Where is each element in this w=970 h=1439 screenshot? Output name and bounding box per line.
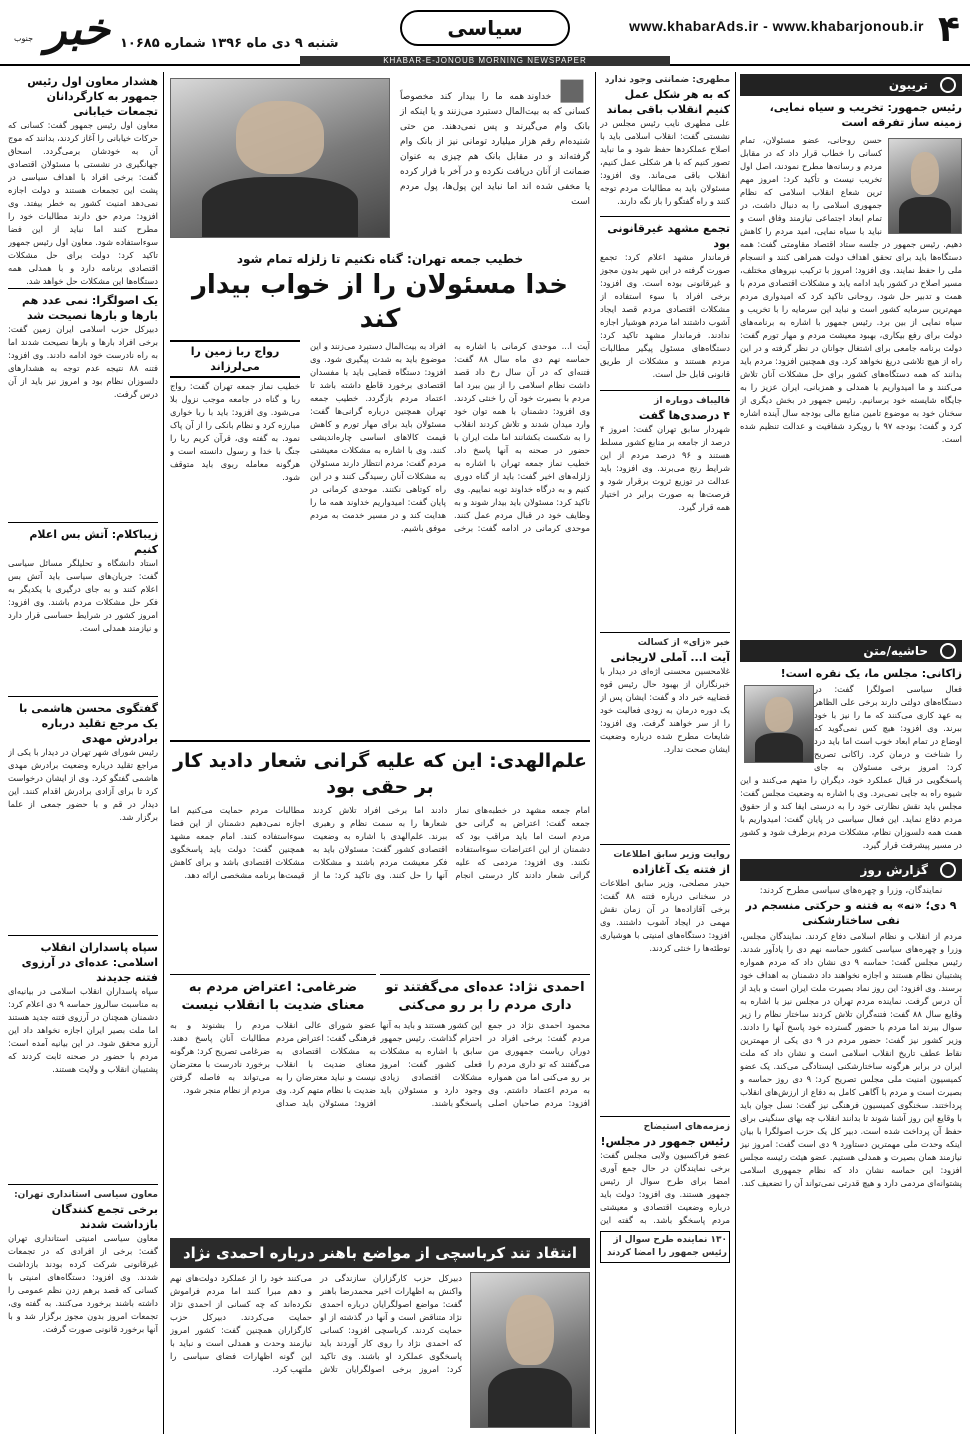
- l-item6-kicker: معاون سیاسی استانداری تهران:: [14, 1190, 158, 1200]
- friday-prayer-story: [170, 74, 590, 734]
- report-body: مردم از انقلاب و نظام اسلامی دفاع کردند. نمایندگان مجلس، وزرا و چهره‌های سیاسی کشور حماسه نهم دی را یادآور شدند. رئیس مجلس گفت: حماسه ۹ دی نشان داد که مردم همواره پشتیبان نظام هستند و اجازه نخواهند داد دشمنان به اهداف خود برسند. وی افزود: این روز نماد بصیرت ملت ایران است و باید از آن درس گرفت. نماینده مردم تهران در مجلس نیز با اشاره به وقایع سال ۸۸ گفت: فتنه‌گران تلاش کردند ساختار نظام را زیر سوال ببرند اما مردم با حضور گسترده خود پاسخ آنها را دادند. وزیر کشور نیز گفت: حضور مردم در ۹ دی یکی از مهمترین نقاط عطف تاریخ انقلاب اسلامی است و نشان داد که ملت ایران در برابر هرگونه ساختارشکنی ایستادگی می‌کند. یک عضو کمیسیون امنیت ملی مجلس تصریح کرد: ۹ دی روز حماسه و بصیرت است و مردم با آگاهی کامل به دفاع از ارزش‌های انقلاب پرداختند. سخنگوی کمیسیون فرهنگی نیز گفت: نسل جوان باید با وقایع این روز آشنا شوند تا بدانند انقلاب چه بهای سنگینی برای حفظ آن پرداخت شده است. دبیر کل یک حزب اصولگرا با بیان اینکه وحدت ملی مهمترین دستاورد ۹ دی است گفت: امروز نیز نیازمند همان بصیرت و همدلی هستیم. عضو هیئت رئیسه مجلس افزود: این حماسه نشان داد که نظام جمهوری اسلامی پشتوانه‌ای مردمی دارد و هیچ قدرتی نمی‌تواند آن را تضعیف کند.: [740, 931, 962, 1188]
- l-item5-headline: سپاه پاسداران انقلاب اسلامی: عده‌ای در آرزوی فتنه جدیدند: [21, 941, 158, 984]
- friday-kicker: خطیب جمعه تهران: گناه نکنیم تا زلزله تمام شود: [236, 252, 524, 266]
- l-item1-headline: هشدار معاون اول رئیس جمهور به کارگردانان تجمعات خیابانی: [27, 75, 158, 118]
- l-item6-body: معاون سیاسی امنیتی استانداری تهران گفت: برخی از افرادی که در تجمعات غیرقانونی شرکت کرده بودند بازداشت شدند. وی افزود: دستگاه‌های امنیتی با کسانی که قصد برهم زدن نظم عمومی را داشته باشند برخورد می‌کنند. به گفته وی، تجمعات امروز بدون مجوز برگزار شد و با آنها برخورد قانونی صورت گرفت.: [8, 1233, 158, 1334]
- c2-item4-kicker: خبر «زای» از کسالت: [637, 638, 730, 648]
- ahmadinejad-body: محمود احمدی نژاد در جمع مردم گفت: برخی افراد در دوران ریاست جمهوری من می‌گفتند که تو داری مردم را بر رو می‌کنی اما من همواره به مردم اعتماد داشتم. وی افزود: مردم صاحبان اصلی این کشور هستند و باید به آنها احترام گذاشت. رئیس جمهور سابق با اشاره به مشکلات فعلی کشور گفت: امروز مشکلات اقتصادی زیادی وجود دارد و مسئولان باید پاسخگو باشند.: [380, 1020, 590, 1108]
- c2-item6-body: عضو فراکسیون ولایی مجلس گفت: برخی نمایندگان در حال جمع آوری امضا برای طرح سوال از رئیس جمهور هستند. وی افزود: دولت باید درباره وضعیت اقتصادی و معیشتی مردم پاسخگو باشد. به گفته این: [600, 1150, 730, 1225]
- margin-body: فعال سیاسی اصولگرا گفت: در دستگاه‌های دولتی دارند برخی علی الظاهر به عهد کاری می‌کنند که ما را نیز با خود ببرند. وی افزود: هیچ کس نمی‌گوید که اوضاع در تمام ابعاد خوب است اما باید درد را شناخت و درمان کرد. زاکانی تصریح کرد: امروز برخی مسئولان به جای پاسخگویی در قبال عملکرد خود، دیگران را متهم می‌کنند و این شیوه راه به جایی نمی‌برد. وی با اشاره به وضعیت مجلس گفت: مجلس باید نقش نظارتی خود را به درستی ایفا کند و از حقوق مردم دفاع نماید. این فعال سیاسی در پایان گفت: امیدواریم با همت همه دلسوزان نظام، مشکلات مردم برطرف شود و کشور در مسیر پیشرفت قرار گیرد.: [740, 684, 962, 850]
- report-kicker: نمایندگان، وزرا و چهره‌های سیاسی مطرح کردند:: [759, 886, 943, 896]
- c2-item4-headline: آیت ا... آملی لاریجانی: [610, 651, 730, 664]
- karbaschi-photo: [470, 1272, 590, 1428]
- karbaschi-headline: انتقاد تند کرباسچی از مواضع باهنر درباره احمدی نژاد: [170, 1238, 590, 1268]
- c2-item1-body: علی مطهری نایب رئیس مجلس در نشستی گفت: انقلاب اسلامی باید با اصلاح عملکردها حفظ شود و ما نباید تصور کنیم که با هر شکلی عمل کنیم، انقلاب باقی می‌ماند. وی افزود: مسئولان باید به مطالبات مردم توجه کنند و راه گفتگو را باز نگه دارند.: [600, 117, 730, 217]
- friday-body2: خطیب نماز جمعه تهران گفت: رواج ربا و گناه در جامعه موجب نزول بلا می‌شود. وی افزود: باید با ربا خواری مبارزه کرد و نظام بانکی را از آن پاک نمود. به گفته وی، قرآن کریم ربا را جنگ با خدا و رسول دانسته است و هرگونه معامله ربوی باید متوقف شود.: [170, 381, 300, 482]
- section-title: سیاسی: [400, 10, 570, 46]
- c2-item6-headline: رئیس جمهور در مجلس!: [600, 1135, 730, 1148]
- tribune-headline: رئیس جمهور: تخریب و سیاه نمایی، زمینه ساز تفرقه است: [769, 101, 962, 129]
- page-number: ۴: [938, 9, 960, 50]
- c2-item4-body: غلامحسین محسنی اژه‌ای در دیدار با خبرنگاران از بهبود حال رئیس قوه قضاییه خبر داد و گفت: ایشان پس از یک دوره درمان به زودی فعالیت خود را از سر خواهند گرفت. وی افزود: شایعات مطرح شده درباره وضعیت ایشان صحت ندارد.: [600, 665, 730, 845]
- c2-item3-kicker: قالیباف دوباره از: [654, 396, 730, 406]
- alamolhoda-headline: علم‌الهدی: این که علیه گرانی شعار دادید کار بر حقی بود: [173, 750, 587, 798]
- report-header: [740, 859, 962, 881]
- c2-item5-kicker: روایت وزیر سابق اطلاعات: [613, 850, 730, 860]
- l-item1-body: معاون اول رئیس جمهور گفت: کسانی که حرکات خیابانی را آغاز کردند، بدانند که موج آن به خودشان برمی‌گردد. اسحاق جهانگیری در نشستی با مسئولان اقتصادی گفت: برخی افراد با اهداف سیاسی در پشت این تجمعات هستند و دولت اجازه نمی‌دهد امنیت کشور به خطر بیفتد. وی افزود: مردم حق دارند مطالبات خود را مطرح کنند اما نباید از این فضا سوءاستفاده شود. معاون اول رئیس جمهور تاکید کرد: دولت برای حل مشکلات اقتصادی برنامه دارد و با همدلی همه دستگاه‌ها این مشکلات حل خواهد شد.: [8, 119, 158, 289]
- margin-icon: [940, 643, 956, 659]
- alamolhoda-body: امام جمعه مشهد در خطبه‌های نماز جمعه گفت: اعتراض به گرانی حق مردم است اما باید مراقب بود که دشمنان از این اعتراضات سوءاستفاده نکنند. وی افزود: مردمی که علیه گرانی شعار دادند کار درستی انجام دادند اما برخی افراد تلاش کردند شعارها را به سمت نظام و رهبری ببرند. علم‌الهدی با اشاره به وضعیت اقتصادی کشور گفت: مسئولان باید به فکر معیشت مردم باشند و مشکلات آنها را حل کنند. وی تاکید کرد: ما از مطالبات مردم حمایت می‌کنیم اما اجازه نمی‌دهیم دشمنان از این فضا سوءاستفاده کنند. امام جمعه مشهد همچنین گفت: دولت باید پاسخگوی مشکلات اقتصادی باشد و برای کاهش قیمت‌ها برنامه مشخصی ارائه دهد.: [170, 805, 590, 880]
- l-item3-headline: زیباکلام: آتش بس اعلام کنیم: [29, 528, 158, 556]
- friday-quote: خداوند همه ما را بیدار کند مخصوصاً کسانی که به بیت‌المال دستبرد می‌زنند و یا اینکه از بانک وام می‌گیرند و پس نمی‌دهند. من حتی شنیده‌ام رقم هزار میلیارد تومانی نیز از بانک وام گرفته‌اند و در مقابل بانک هم چیزی به عنوان ضمانت از آنان دریافت نکرده و در آخر با فرار کرده یا مخفی شده اند اما نباید این پول‌ها، پول مردم است: [400, 92, 590, 207]
- margin-headline: زاکانی: مجلس ما، یک نقره است!: [780, 667, 962, 680]
- friday-headline: خدا مسئولان را از خواب بیدار کند: [191, 270, 569, 334]
- masthead: [0, 0, 970, 66]
- friday-subhead: رواج ربا زمین را می‌لرزاند: [170, 340, 300, 378]
- date-issue: شنبه ۹ دی ماه ۱۳۹۶ شماره ۱۰۶۸۵: [120, 36, 339, 51]
- report-headline: ۹ دی؛ «نه» به فتنه و حرکتی منسجم در نفی ساختارشکنی: [745, 899, 957, 927]
- c2-item6-kicker: زمزمه‌های استیضاح: [643, 1122, 730, 1132]
- c2-item5-headline: از فتنه یک آغازاده: [632, 863, 730, 876]
- c2-item6-callout: ۱۳۰ نماینده طرح سوال از رئیس جمهور را امضا کردند: [600, 1231, 730, 1263]
- c2-item1-kicker: مطهری: ضمانتی وجود ندارد: [604, 75, 730, 85]
- l-item4-headline: گفتگوی محسن هاشمی با یک مرجع تقلید درباره برادرش مهدی: [19, 702, 158, 745]
- left-column: [8, 74, 158, 1434]
- tribune-body: حسن روحانی، عضو مسئولان، تمام کسانی را خطاب قرار داد که در مقابل مردم و رسانه‌ها مطرح نمودند، اصل اول تخریب نیست و تأکید کرد: امروز مهم ترین شعاع انقلاب اسلامی که نظام جمهوری اسلامی را به دنبال داشت، در تمام ابعاد اجتماعی نیازمند وفاق است و نباید با سیاه نمایی، امید مردم را کاهش دهیم. رئیس جمهور در جلسه ستاد اقتصاد مقاومتی گفت: همه دستگاه‌ها باید برای تحقق اهداف دولت همراهی کنند و انسجام ملی را حفظ نمایند. وی افزود: امروز با ترکیب نیروهای مختلف، مسیر اصلاح در کشور باید ادامه یابد و مشکلات اقتصادی مردم با همت و تدبیر حل شود. روحانی تاکید کرد که امیدواری مردم مهم‌ترین سرمایه کشور است و نباید این سرمایه را با تخریب و سیاه نمایی از بین برد. رئیس جمهور با اشاره به برنامه‌های دولت برای رفع بیکاری، بهبود معیشت مردم و مهار تورم گفت: دولت برنامه جامعی برای اشتغال جوانان در نظر گرفته و در این راه از هیچ تلاشی دریغ نخواهد کرد. وی همچنین افزود: مردم باید بدانند که همه دستگاه‌های کشور برای حل مشکلات آنان تلاش می‌کنند و ما امیدواریم با همدلی و همزبانی، ایران عزیز را به جایگاه شایسته خود برسانیم. رئیس جمهور در بخش دیگری از سخنان خود به موضوع تامین منابع مالی بودجه سال آینده اشاره کرد و گفت: بودجه ۹۷ با رویکرد شفافیت و عدالت تنظیم شده است.: [740, 135, 962, 444]
- tribune-label: تریبون: [888, 78, 928, 92]
- tribune-header: [740, 74, 962, 96]
- karbaschi-body: دبیرکل حزب کارگزاران سازندگی در واکنش به اظهارات اخیر محمدرضا باهنر گفت: مواضع اصولگرایان درباره احمدی نژاد متناقض است و آنها در گذشته از او حمایت کردند. کرباسچی افزود: کسانی که احمدی نژاد را روی کار آوردند باید پاسخگوی عملکرد او باشند. وی تاکید کرد: امروز برخی اصولگرایان تلاش می‌کنند خود را از عملکرد دولت‌های نهم و دهم مبرا کنند اما مردم فراموش نکرده‌اند که چه کسانی از احمدی نژاد حمایت می‌کردند. دبیرکل حزب کارگزاران همچنین گفت: کشور امروز نیازمند وحدت و همدلی است و نباید با این گونه اظهارات فضای سیاسی را ملتهب کرد.: [170, 1273, 462, 1374]
- l-item3-body: استاد دانشگاه و تحلیلگر مسائل سیاسی گفت: جریان‌های سیاسی باید آتش بس اعلام کنند و به جای درگیری با یکدیگر به فکر حل مشکلات مردم باشند. وی افزود: امروز کشور در شرایط حساسی قرار دارد و نیازمند همدلی است.: [8, 557, 158, 697]
- zarghami-body: عضو شورای عالی انقلاب فرهنگی گفت: اعتراض مردم به مشکلات اقتصادی به معنای ضدیت با انقلاب نیست و نباید معترضان را به ضدیت با نظام متهم کرد. وی افزود: مسئولان باید صدای مردم را بشنوند و به مطالبات آنان پاسخ دهند. ضرغامی تصریح کرد: هرگونه برخورد نادرست با معترضان می‌تواند به فاصله گرفتن مردم از نظام منجر شود.: [170, 1020, 376, 1108]
- site-urls[interactable]: www.khabarAds.ir - www.khabarjonoub.ir: [629, 18, 924, 34]
- ahmadinejad-story: [380, 974, 590, 1234]
- c2-item5-body: حیدر مصلحی، وزیر سابق اطلاعات در سخنانی درباره فتنه ۸۸ گفت: برخی آقازاده‌ها در آن زمان نقش مهمی در ایجاد آشوب داشتند. وی افزود: دستگاه‌های امنیتی با هوشیاری توطئه‌ها را خنثی کردند.: [600, 877, 730, 1117]
- column-divider: [735, 72, 736, 1434]
- tribune-icon: [940, 77, 956, 93]
- report-icon: [940, 862, 956, 878]
- karbaschi-story: [170, 1238, 590, 1434]
- column-divider: [595, 72, 596, 1434]
- zarghami-headline: ضرغامی: اعتراض مردم به معنای ضدیت با انقلاب نیست: [181, 980, 365, 1013]
- margin-header: [740, 640, 962, 662]
- l-item2-body: دبیرکل حزب اسلامی ایران زمین گفت: برخی افراد بارها و بارها نصیحت شدند اما به راه نادرست خود ادامه دادند. وی افزود: فتنه ۸۸ نتیجه عدم توجه به هشدارهای دلسوزان نظام بود و امروز نیز باید از آن درس گرفت.: [8, 323, 158, 523]
- zakani-photo: [744, 685, 814, 763]
- alamolhoda-story: [170, 740, 590, 970]
- c2-item2-body: فرماندار مشهد اعلام کرد: تجمع صورت گرفته در این شهر بدون مجوز و غیرقانونی بوده است. وی افزود: برخی افراد با سوء استفاده از مشکلات اقتصادی مردم قصد ایجاد آشوب داشتند اما مردم هوشیار اجازه ندادند. فرماندار مشهد تاکید کرد: دستگاه‌های مسئول پیگیر مطالبات مردم هستند و مشکلات از طریق قانونی قابل حل است.: [600, 251, 730, 391]
- c2-item2-headline: تجمع مشهد غیرقانونی بود: [607, 222, 730, 250]
- zarghami-story: [170, 974, 376, 1234]
- friday-body: آیت ا... موحدی کرمانی با اشاره به حماسه نهم دی ماه سال ۸۸ گفت: فتنه‌ای که در آن سال رخ داد قصد داشت نظام اسلامی را از بین ببرد اما مردم با بصیرت خود آن را خنثی کردند. وی افزود: دشمنان با همه توان خود وارد میدان شدند و تلاش کردند انقلاب را به شکست بکشانند اما ملت ایران با حضور در صحنه به آنها پاسخ داد. خطیب نماز جمعه تهران با اشاره به زلزله‌های اخیر گفت: باید از گناه دوری کنیم و به درگاه خداوند توبه نماییم. وی تاکید کرد: مسئولان باید بیدار شوند و به وظایف خود در قبال مردم عمل کنند. موحدی کرمانی در ادامه گفت: برخی افراد به بیت‌المال دستبرد می‌زنند و این موضوع باید به شدت پیگیری شود. وی افزود: دستگاه قضایی باید با مفسدان اقتصادی برخورد قاطع داشته باشد تا اعتماد مردم بازگردد. خطیب جمعه تهران همچنین درباره گرانی‌ها گفت: مسئولان باید برای مهار تورم و کاهش قیمت کالاهای اساسی چاره‌اندیشی کنند. وی با اشاره به مشکلات معیشتی مردم گفت: مردم انتظار دارند مسئولان به مشکلات آنان رسیدگی کنند و در این راه کوتاهی نکنند. موحدی کرمانی در پایان گفت: امیدواریم خداوند همه ما را هدایت کند و در مسیر خدمت به مردم موفق باشیم.: [310, 341, 590, 533]
- c2-item3-headline: ۴ درصدی‌ها گفت: [638, 409, 730, 422]
- l-item2-headline: یک اصولگرا: نمی‌ عدد هم بارها و بارها نصیحت شد: [22, 294, 158, 322]
- c2-item1-headline: که به هر شکل عمل کنیم انقلاب باقی بماند: [606, 88, 730, 116]
- report-label: گزارش روز: [860, 863, 928, 877]
- right-column: [740, 74, 962, 1434]
- paper-banner: KHABAR-E-JONOUB MORNING NEWSPAPER: [300, 56, 670, 66]
- l-item6-headline: برخی تجمع کنندگان بازداشت شدند: [51, 1203, 158, 1231]
- column-divider: [163, 72, 164, 1434]
- margin-label: حاشیه/متن: [863, 644, 928, 658]
- l-item4-body: رئیس شورای شهر تهران در دیدار با یکی از مراجع تقلید درباره وضعیت برادرش مهدی هاشمی گفتگو کرد. وی از ایشان درخواست کرد تا برای آزادی برادرش اقدام کنند. این دیدار در قم و با حضور جمعی از علما برگزار شد.: [8, 746, 158, 936]
- second-column: [600, 74, 730, 1434]
- quote-open-icon: ■: [557, 74, 590, 107]
- newspaper-logo: [10, 4, 110, 56]
- c2-item3-body: شهردار سابق تهران گفت: امروز ۴ درصد از جامعه بر منابع کشور مسلط هستند و ۹۶ درصد مردم از این شرایط رنج می‌برند. وی افزود: باید عدالت در توزیع ثروت برقرار شود و فرصت‌ها به صورت برابر در اختیار همه قرار گیرد.: [600, 423, 730, 633]
- l-item5-body: سپاه پاسداران انقلاب اسلامی در بیانیه‌ای به مناسبت سالروز حماسه ۹ دی اعلام کرد: دشمنان همچنان در آرزوی فتنه جدید هستند اما ملت بصیر ایران اجازه نخواهد داد این آرزو محقق شود. در این بیانیه آمده است: مردم با حضور در صحنه ثابت کردند که پشتیبان انقلاب و ولایت هستند.: [8, 985, 158, 1185]
- logo-sub: جنوب: [14, 34, 34, 43]
- logo-text: خبر: [45, 4, 110, 55]
- ahmadinejad-headline: احمدی نژاد: عده‌ای می‌گفتند تو داری مردم را بر رو می‌کنی: [385, 980, 585, 1013]
- movahedi-photo: [170, 78, 390, 238]
